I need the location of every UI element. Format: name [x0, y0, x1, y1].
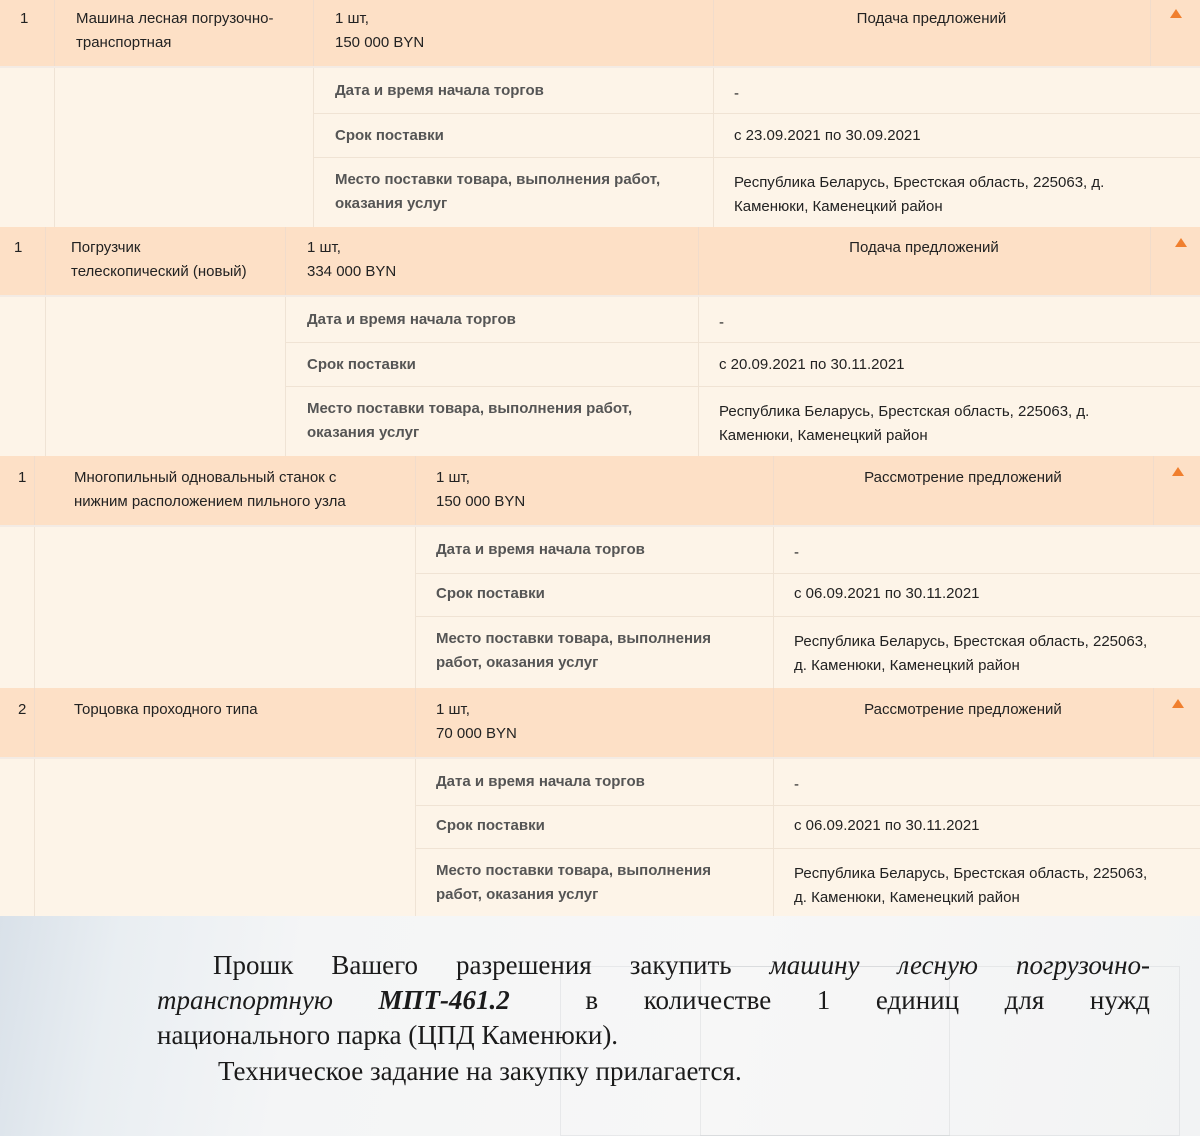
letter-word: нужд [1089, 985, 1150, 1015]
letter-word-italic: лесную [897, 950, 978, 980]
detail-label-delivery-term: Срок поставки [335, 127, 444, 144]
letter-word-italic: машину [769, 950, 860, 980]
lot-status: Подача предложений [849, 239, 999, 256]
collapse-arrow-icon[interactable] [1175, 238, 1187, 247]
lot-block-1 [0, 0, 1200, 227]
lot-details [0, 759, 1200, 916]
detail-value-delivery-place: Каменюки, Каменецкий район [719, 427, 928, 444]
lot-name-line: Погрузчик [71, 239, 141, 256]
lot-quantity: 1 шт, [335, 10, 369, 27]
detail-label-start-date: Дата и время начала торгов [436, 541, 645, 558]
collapse-arrow-icon[interactable] [1170, 9, 1182, 18]
detail-value-delivery-term: с 06.09.2021 по 30.11.2021 [794, 817, 980, 834]
detail-label-delivery-place: работ, оказания услуг [436, 886, 599, 903]
lot-number: 1 [18, 469, 27, 486]
lot-header-row[interactable] [0, 0, 1200, 68]
detail-value-delivery-place: Республика Беларусь, Брестская область, 225063, д. [719, 403, 1090, 420]
letter-word: Прошк [213, 950, 294, 980]
letter-word: в [585, 985, 599, 1015]
detail-value-delivery-term: с 20.09.2021 по 30.11.2021 [719, 356, 905, 373]
detail-label-delivery-term: Срок поставки [436, 817, 545, 834]
detail-label-start-date: Дата и время начала торгов [436, 773, 645, 790]
detail-value-delivery-place: Республика Беларусь, Брестская область, 225063, [794, 633, 1148, 650]
detail-label-delivery-place: Место поставки товара, выполнения [436, 630, 711, 647]
letter-line-2 [157, 983, 1150, 1017]
letter-model-code: МПТ-461.2 [378, 985, 510, 1015]
lot-quantity: 1 шт, [436, 701, 470, 718]
detail-value-delivery-place: Республика Беларусь, Брестская область, 225063, [794, 865, 1148, 882]
lot-price: 70 000 BYN [436, 725, 517, 742]
letter-word: разрешения [456, 950, 592, 980]
lot-number: 1 [20, 10, 29, 27]
letter-word-italic: погрузочно- [1015, 950, 1150, 980]
detail-value-delivery-place: д. Каменюки, Каменецкий район [794, 657, 1020, 674]
detail-label-delivery-place: Место поставки товара, выполнения работ, [335, 171, 661, 188]
detail-label-delivery-place: оказания услуг [307, 424, 420, 441]
detail-label-delivery-term: Срок поставки [436, 585, 545, 602]
letter-line-1 [213, 948, 1150, 982]
letter-word: для [1004, 985, 1045, 1015]
lot-quantity: 1 шт, [436, 469, 470, 486]
lot-name-line: телескопический (новый) [71, 263, 247, 280]
detail-value-delivery-term: с 23.09.2021 по 30.09.2021 [734, 127, 921, 144]
detail-value-delivery-place: Каменюки, Каменецкий район [734, 198, 943, 215]
lot-quantity: 1 шт, [307, 239, 341, 256]
lot-number: 1 [14, 239, 23, 256]
letter-word-italic: транспортную [157, 985, 333, 1015]
letter-word: Вашего [331, 950, 419, 980]
lot-status: Рассмотрение предложений [864, 469, 1062, 486]
detail-label-start-date: Дата и время начала торгов [335, 82, 544, 99]
letter-line-3: национального парка (ЦПД Каменюки). [157, 1020, 619, 1050]
lot-details [0, 297, 1200, 456]
lot-header-row[interactable] [0, 688, 1200, 759]
lot-block-2 [0, 227, 1200, 456]
detail-value-start-date: - [794, 544, 799, 561]
detail-value-start-date: - [734, 85, 739, 102]
lot-details [0, 68, 1200, 227]
lot-details [0, 527, 1200, 688]
lot-status: Рассмотрение предложений [864, 701, 1062, 718]
letter-word: количестве [643, 985, 772, 1015]
lot-name-line: нижним расположением пильного узла [74, 493, 346, 510]
detail-value-start-date: - [719, 314, 724, 331]
detail-label-delivery-place: Место поставки товара, выполнения [436, 862, 711, 879]
letter-line-4: Техническое задание на закупку прилагается. [218, 1056, 742, 1086]
lot-price: 150 000 BYN [335, 34, 425, 51]
detail-value-delivery-term: с 06.09.2021 по 30.11.2021 [794, 585, 980, 602]
lot-price: 150 000 BYN [436, 493, 526, 510]
scanned-letter [0, 916, 1200, 1136]
lot-block-3 [0, 456, 1200, 688]
detail-value-start-date: - [794, 776, 799, 793]
detail-value-delivery-place: д. Каменюки, Каменецкий район [794, 889, 1020, 906]
detail-label-delivery-term: Срок поставки [307, 356, 416, 373]
detail-value-delivery-place: Республика Беларусь, Брестская область, 225063, д. [734, 174, 1105, 191]
lot-name-line: Торцовка проходного типа [74, 701, 258, 718]
letter-word: закупить [629, 950, 732, 980]
lot-name-line: Многопильный одновальный станок с [74, 469, 337, 486]
letter-word: 1 [816, 985, 831, 1015]
lot-header-row[interactable] [0, 227, 1200, 297]
detail-label-delivery-place: оказания услуг [335, 195, 448, 212]
detail-label-delivery-place: Место поставки товара, выполнения работ, [307, 400, 633, 417]
lot-number: 2 [18, 701, 27, 718]
lot-name-line: Машина лесная погрузочно- [76, 10, 274, 27]
collapse-arrow-icon[interactable] [1172, 699, 1184, 708]
lot-price: 334 000 BYN [307, 263, 397, 280]
lot-block-4 [0, 688, 1200, 916]
collapse-arrow-icon[interactable] [1172, 467, 1184, 476]
lot-name-line: транспортная [76, 34, 172, 51]
letter-word: единиц [875, 985, 960, 1015]
detail-label-delivery-place: работ, оказания услуг [436, 654, 599, 671]
lot-status: Подача предложений [856, 10, 1007, 27]
detail-label-start-date: Дата и время начала торгов [307, 311, 516, 328]
lot-header-row[interactable] [0, 456, 1200, 527]
